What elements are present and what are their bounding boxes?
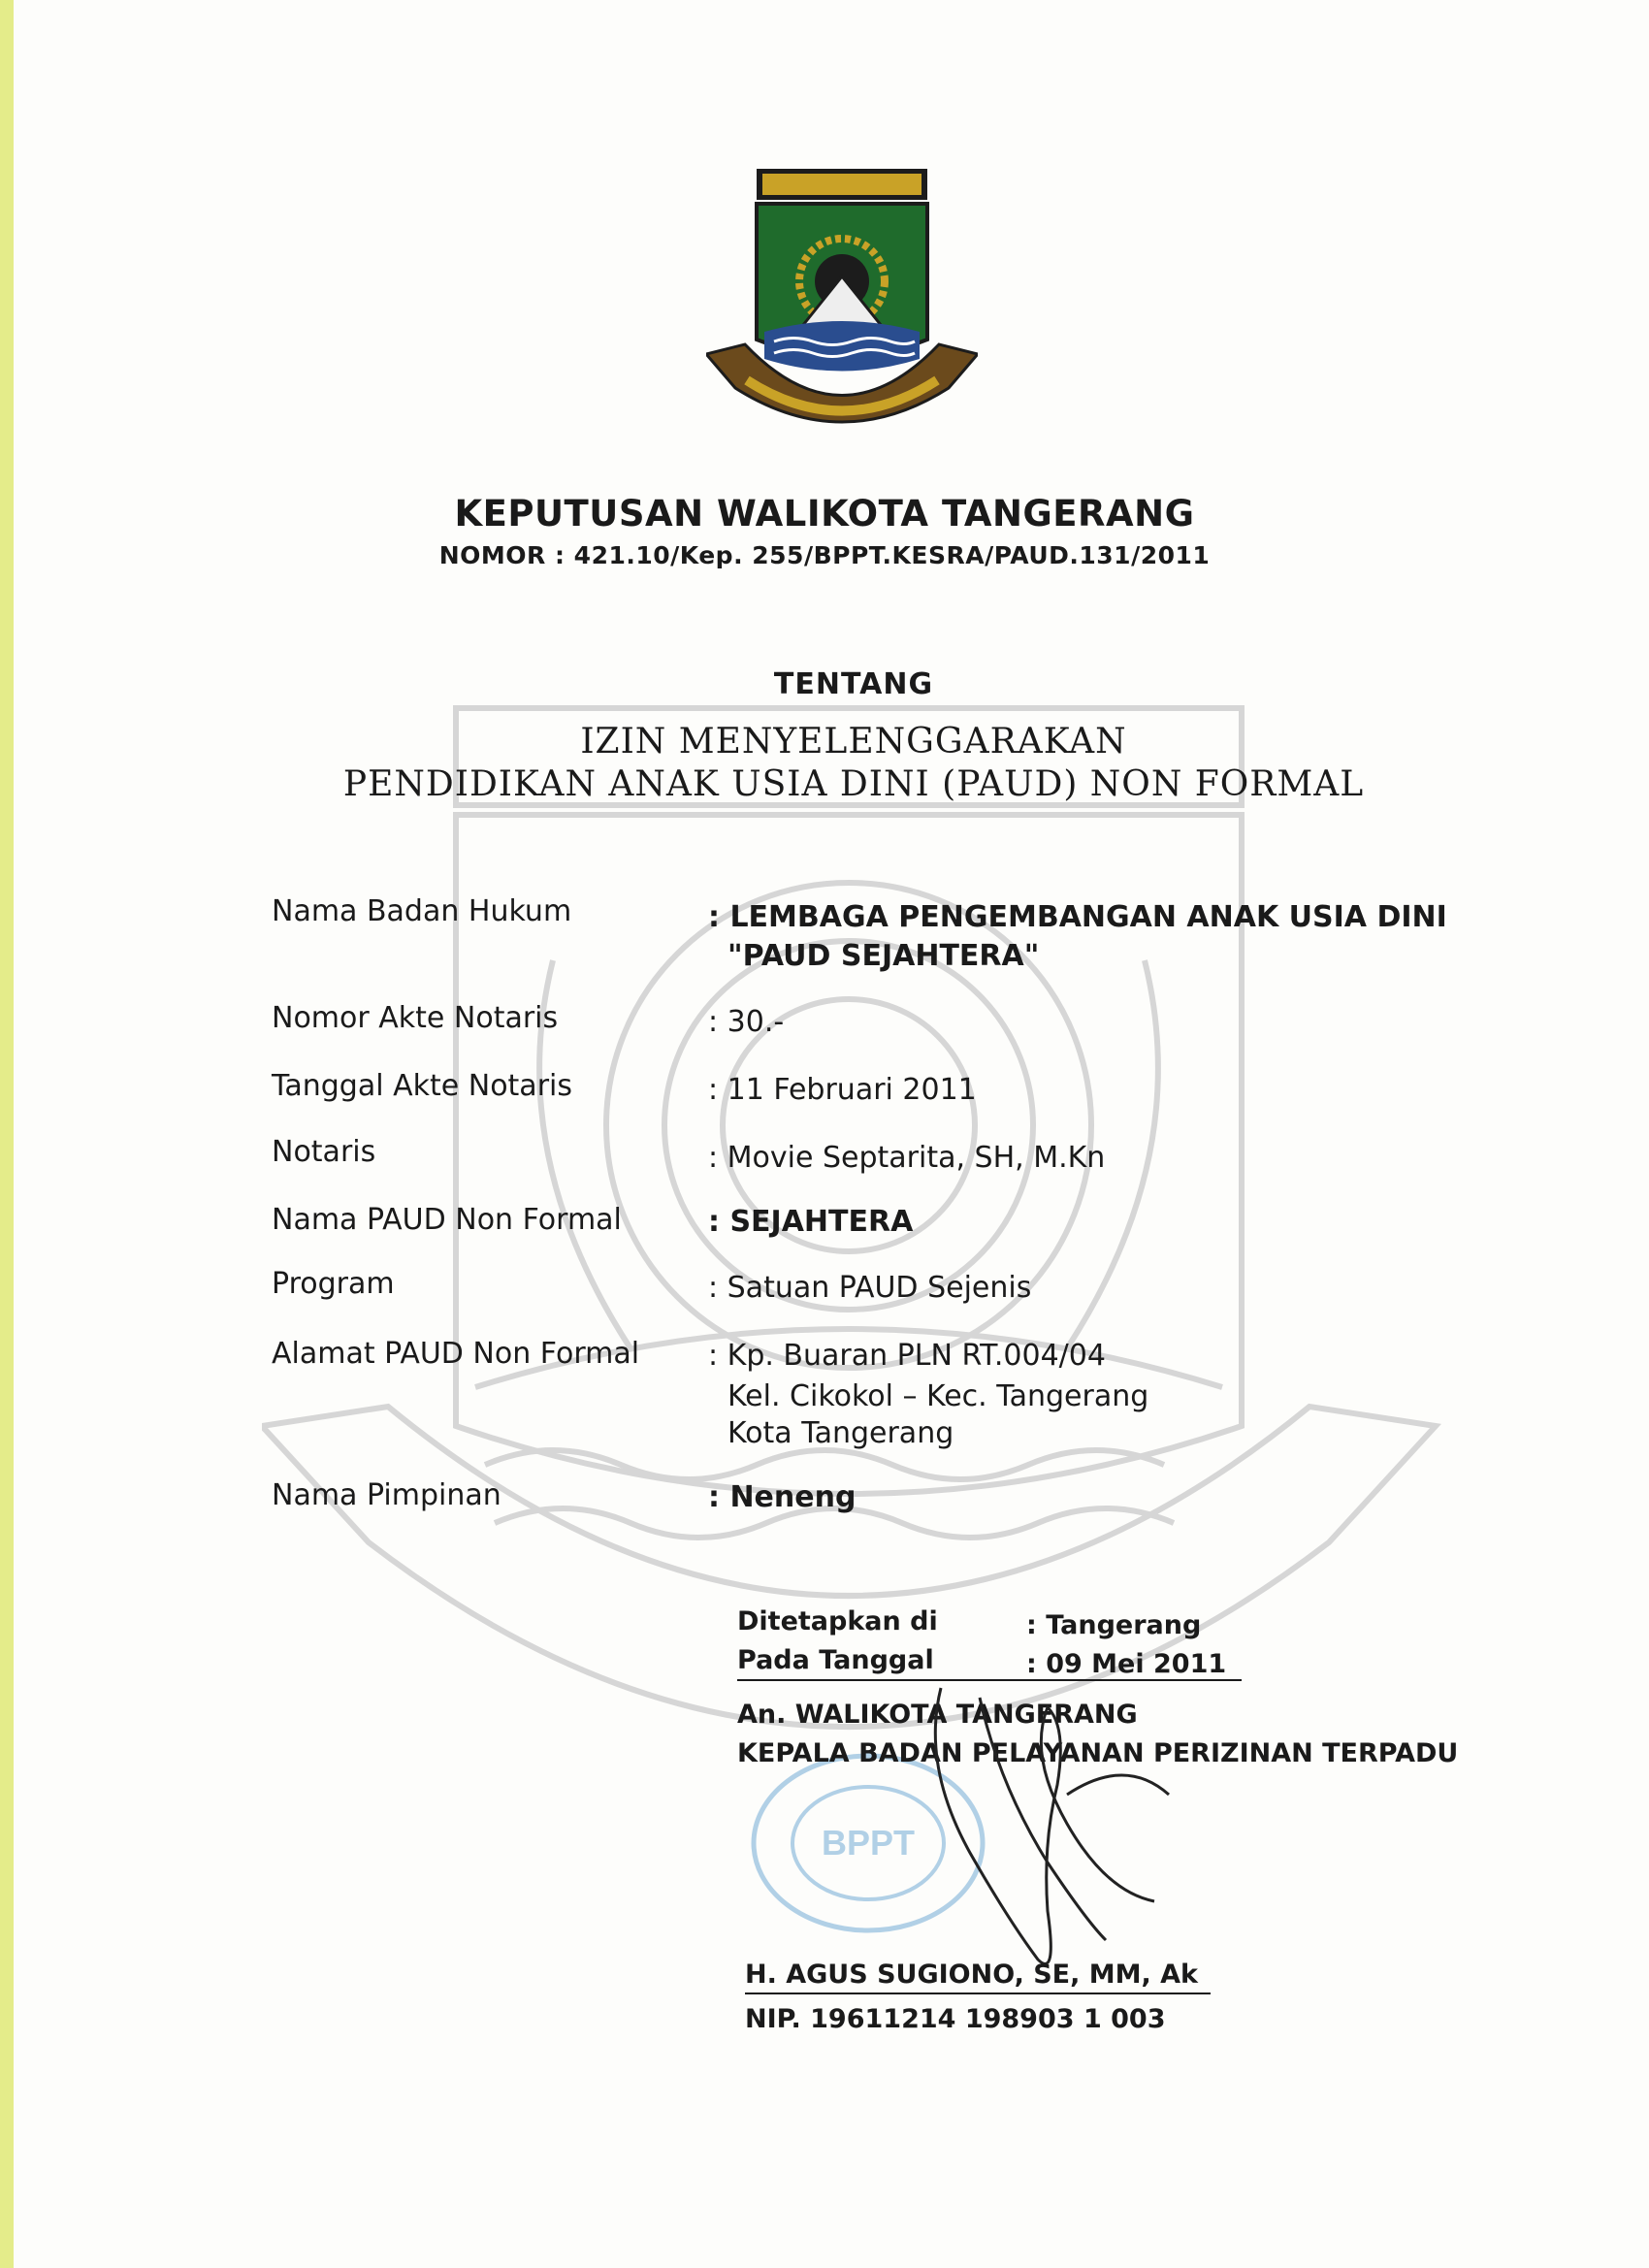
field-label: Program bbox=[272, 1267, 395, 1301]
field-value: : 11 Februari 2011 bbox=[708, 1073, 977, 1107]
field-value: : Kp. Buaran PLN RT.004/04 bbox=[708, 1339, 1106, 1373]
handwritten-signature bbox=[912, 1669, 1183, 1998]
field-value: : SEJAHTERA bbox=[708, 1205, 914, 1239]
paper-edge bbox=[0, 0, 14, 2268]
field-value: : LEMBAGA PENGEMBANGAN ANAK USIA DINI bbox=[708, 900, 1447, 934]
ditetapkan-value: : Tangerang bbox=[1026, 1610, 1202, 1640]
subject-line-1: IZIN MENYELENGGARAKAN bbox=[580, 722, 1127, 761]
decree-number: NOMOR : 421.10/Kep. 255/BPPT.KESRA/PAUD.131/2011 bbox=[438, 541, 1211, 569]
tanggal-label: Pada Tanggal bbox=[737, 1645, 934, 1675]
field-label: Nama Badan Hukum bbox=[272, 894, 572, 928]
field-label: Alamat PAUD Non Formal bbox=[272, 1337, 640, 1371]
field-value: : 30.- bbox=[708, 1005, 785, 1039]
field-value: : Movie Septarita, SH, M.Kn bbox=[708, 1141, 1106, 1175]
signatory-name: H. AGUS SUGIONO, SE, MM, Ak bbox=[745, 1960, 1199, 1990]
field-value: "PAUD SEJAHTERA" bbox=[728, 939, 1040, 973]
field-label: Nama Pimpinan bbox=[272, 1478, 501, 1512]
field-label: Notaris bbox=[272, 1135, 376, 1169]
name-underline bbox=[745, 1993, 1211, 1994]
signatory-nip: NIP. 19611214 198903 1 003 bbox=[745, 2004, 1166, 2034]
subject-heading: TENTANG bbox=[773, 667, 934, 701]
stamp-text: BPPT bbox=[821, 1823, 916, 1863]
field-label: Nama PAUD Non Formal bbox=[272, 1203, 622, 1237]
coat-of-arms-icon bbox=[706, 165, 978, 446]
field-value: Kota Tangerang bbox=[728, 1416, 954, 1450]
official-position: KEPALA BADAN PELAYANAN PERIZINAN TERPADU bbox=[737, 1738, 1459, 1768]
field-value: : Neneng bbox=[708, 1480, 857, 1514]
field-value: : Satuan PAUD Sejenis bbox=[708, 1271, 1032, 1305]
field-label: Tanggal Akte Notaris bbox=[272, 1069, 572, 1103]
ditetapkan-label: Ditetapkan di bbox=[737, 1606, 938, 1636]
decree-title: KEPUTUSAN WALIKOTA TANGERANG bbox=[454, 493, 1195, 535]
on-behalf-line: An. WALIKOTA TANGERANG bbox=[737, 1700, 1138, 1730]
field-label: Nomor Akte Notaris bbox=[272, 1001, 559, 1035]
subject-line-2: PENDIDIKAN ANAK USIA DINI (PAUD) NON FORMAL bbox=[342, 764, 1365, 804]
field-value: Kel. Cikokol – Kec. Tangerang bbox=[728, 1379, 1149, 1413]
tanggal-value: : 09 Mei 2011 bbox=[1026, 1649, 1227, 1679]
